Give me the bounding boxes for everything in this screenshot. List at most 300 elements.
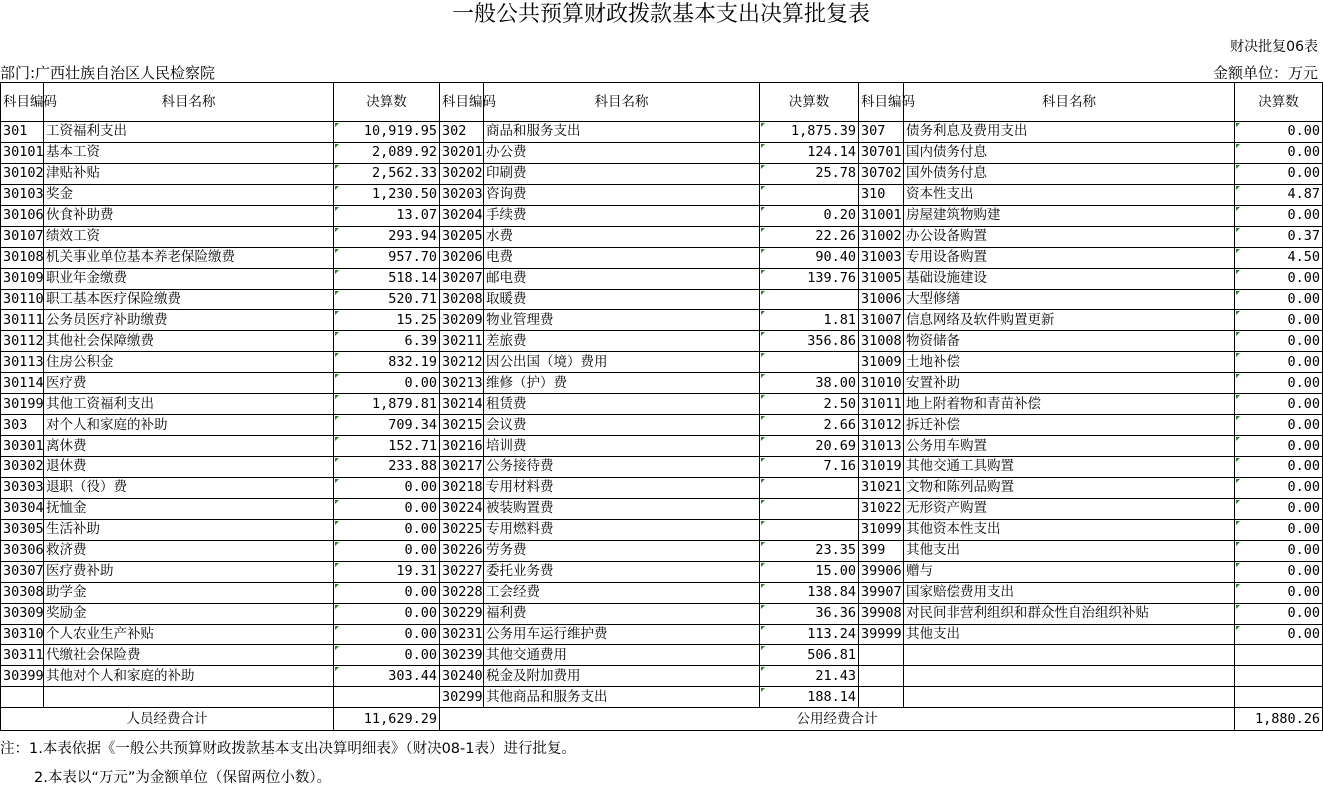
table-row (1, 436, 1323, 457)
table-row (1, 415, 1323, 436)
subject-name: 住房公积金 (44, 352, 334, 373)
subject-code: 30212 (440, 352, 484, 373)
subject-name: 委托业务费 (484, 561, 760, 582)
amount-value: 36.36 (760, 603, 859, 624)
table-row (1, 666, 1323, 687)
amount-value (1235, 666, 1323, 687)
table-row (1, 603, 1323, 624)
amount-value: 356.86 (760, 331, 859, 352)
subject-code: 39999 (859, 624, 904, 645)
subject-code: 30114 (1, 373, 44, 394)
subject-name: 基础设施建设 (904, 268, 1235, 289)
subject-code: 30701 (859, 142, 904, 163)
subject-code: 30303 (1, 477, 44, 498)
amount-value: 21.43 (760, 666, 859, 687)
table-row (1, 394, 1323, 415)
subject-code: 30229 (440, 603, 484, 624)
amount-value: 0.00 (1235, 163, 1323, 184)
table-row (1, 331, 1323, 352)
subject-code: 30231 (440, 624, 484, 645)
amount-value (760, 519, 859, 540)
subject-code: 30309 (1, 603, 44, 624)
subject-code (859, 645, 904, 666)
subject-name: 助学金 (44, 582, 334, 603)
amount-value: 0.00 (1235, 142, 1323, 163)
subject-name: 差旅费 (484, 331, 760, 352)
amount-value: 0.00 (334, 540, 440, 561)
subject-code: 301 (1, 122, 44, 143)
header-amount: 决算数 (334, 83, 440, 122)
amount-value: 0.00 (1235, 268, 1323, 289)
amount-value: 138.84 (760, 582, 859, 603)
subject-name: 办公费 (484, 142, 760, 163)
amount-value: 520.71 (334, 289, 440, 310)
amount-value: 2,562.33 (334, 163, 440, 184)
subject-name: 物资储备 (904, 331, 1235, 352)
subject-code (1, 687, 44, 708)
header-code: 科目编码 (440, 83, 484, 122)
subject-code: 31008 (859, 331, 904, 352)
subject-code: 30305 (1, 519, 44, 540)
table-row (1, 289, 1323, 310)
note-1: 注：1.本表依据《一般公共预算财政拨款基本支出决算明细表》（财决08-1表）进行批复。 (0, 741, 576, 757)
subject-name: 办公设备购置 (904, 226, 1235, 247)
amount-value: 1.81 (760, 310, 859, 331)
subject-code: 30308 (1, 582, 44, 603)
table-row (1, 519, 1323, 540)
subject-name: 商品和服务支出 (484, 122, 760, 143)
header-name: 科目名称 (484, 83, 760, 122)
amount-value: 0.00 (1235, 561, 1323, 582)
public-total-label: 公用经费合计 (440, 708, 1235, 731)
amount-value: 0.00 (1235, 540, 1323, 561)
amount-value: 22.26 (760, 226, 859, 247)
subject-name: 抚恤金 (44, 498, 334, 519)
subject-name: 职工基本医疗保险缴费 (44, 289, 334, 310)
amount-value: 4.50 (1235, 247, 1323, 268)
subject-name: 其他资本性支出 (904, 519, 1235, 540)
subject-code: 31011 (859, 394, 904, 415)
amount-value: 0.00 (1235, 477, 1323, 498)
subject-name: 债务利息及费用支出 (904, 122, 1235, 143)
subject-code: 30204 (440, 205, 484, 226)
table-row (1, 184, 1323, 205)
subject-code: 31021 (859, 477, 904, 498)
amount-value: 0.00 (1235, 331, 1323, 352)
subject-code: 31005 (859, 268, 904, 289)
subject-name: 租赁费 (484, 394, 760, 415)
amount-value: 233.88 (334, 457, 440, 478)
amount-value: 10,919.95 (334, 122, 440, 143)
subject-code: 31006 (859, 289, 904, 310)
amount-value: 0.00 (334, 498, 440, 519)
subject-code: 30208 (440, 289, 484, 310)
subject-code: 30240 (440, 666, 484, 687)
table-row (1, 205, 1323, 226)
subject-name: 公务接待费 (484, 457, 760, 478)
subject-name: 退休费 (44, 457, 334, 478)
table-code: 财决批复06表 (1230, 39, 1318, 55)
amount-value: 0.00 (1235, 352, 1323, 373)
personnel-total-value: 11,629.29 (334, 708, 440, 731)
amount-value: 2.66 (760, 415, 859, 436)
subject-code: 30112 (1, 331, 44, 352)
subject-name: 其他工资福利支出 (44, 394, 334, 415)
subject-name: 其他交通费用 (484, 645, 760, 666)
amount-value (1235, 645, 1323, 666)
amount-value (760, 184, 859, 205)
subject-name: 个人农业生产补贴 (44, 624, 334, 645)
subject-name: 专用设备购置 (904, 247, 1235, 268)
subject-code: 39908 (859, 603, 904, 624)
subject-code: 30224 (440, 498, 484, 519)
amount-value: 1,875.39 (760, 122, 859, 143)
subject-code: 30299 (440, 687, 484, 708)
amount-value: 19.31 (334, 561, 440, 582)
subject-name: 物业管理费 (484, 310, 760, 331)
subject-code: 31013 (859, 436, 904, 457)
amount-value: 0.00 (1235, 624, 1323, 645)
subject-name: 咨询费 (484, 184, 760, 205)
subject-name: 医疗费补助 (44, 561, 334, 582)
amount-value: 303.44 (334, 666, 440, 687)
totals-row (1, 708, 1323, 731)
amount-value: 832.19 (334, 352, 440, 373)
subject-name (44, 687, 334, 708)
table-row (1, 142, 1323, 163)
amount-value: 90.40 (760, 247, 859, 268)
amount-value: 188.14 (760, 687, 859, 708)
subject-code: 31001 (859, 205, 904, 226)
amount-value: 957.70 (334, 247, 440, 268)
subject-name: 公务用车运行维护费 (484, 624, 760, 645)
amount-value: 20.69 (760, 436, 859, 457)
subject-code: 30106 (1, 205, 44, 226)
table-row (1, 540, 1323, 561)
amount-value: 293.94 (334, 226, 440, 247)
amount-value: 518.14 (334, 268, 440, 289)
table-row (1, 310, 1323, 331)
subject-name: 税金及附加费用 (484, 666, 760, 687)
subject-name: 地上附着物和青苗补偿 (904, 394, 1235, 415)
amount-value (334, 687, 440, 708)
amount-value: 0.00 (1235, 310, 1323, 331)
subject-code: 39907 (859, 582, 904, 603)
amount-value: 38.00 (760, 373, 859, 394)
personnel-total-label: 人员经费合计 (1, 708, 334, 731)
header-code: 科目编码 (1, 83, 44, 122)
amount-value: 0.37 (1235, 226, 1323, 247)
subject-name: 手续费 (484, 205, 760, 226)
subject-name: 安置补助 (904, 373, 1235, 394)
amount-value: 7.16 (760, 457, 859, 478)
amount-value (760, 477, 859, 498)
department-label: 部门:广西壮族自治区人民检察院 (0, 64, 216, 82)
subject-name: 文物和陈列品购置 (904, 477, 1235, 498)
table-row (1, 122, 1323, 143)
header-name: 科目名称 (904, 83, 1235, 122)
subject-code: 31002 (859, 226, 904, 247)
subject-name: 退职（役）费 (44, 477, 334, 498)
subject-code: 302 (440, 122, 484, 143)
amount-value: 0.00 (1235, 498, 1323, 519)
header-code: 科目编码 (859, 83, 904, 122)
amount-value: 0.00 (1235, 519, 1323, 540)
amount-value: 2.50 (760, 394, 859, 415)
subject-name: 离休费 (44, 436, 334, 457)
subject-code: 30239 (440, 645, 484, 666)
subject-code (859, 666, 904, 687)
amount-value: 0.00 (1235, 582, 1323, 603)
subject-name: 奖金 (44, 184, 334, 205)
subject-name: 医疗费 (44, 373, 334, 394)
subject-code: 31003 (859, 247, 904, 268)
subject-code: 30226 (440, 540, 484, 561)
table-row (1, 498, 1323, 519)
subject-name: 工资福利支出 (44, 122, 334, 143)
amount-value: 709.34 (334, 415, 440, 436)
subject-code: 30107 (1, 226, 44, 247)
amount-value: 23.35 (760, 540, 859, 561)
subject-code: 30214 (440, 394, 484, 415)
subject-name: 无形资产购置 (904, 498, 1235, 519)
subject-code: 30205 (440, 226, 484, 247)
amount-value (1235, 687, 1323, 708)
subject-name: 国外债务付息 (904, 163, 1235, 184)
subject-code: 31019 (859, 457, 904, 478)
subject-code: 30215 (440, 415, 484, 436)
table-row (1, 352, 1323, 373)
amount-value: 506.81 (760, 645, 859, 666)
subject-name: 代缴社会保险费 (44, 645, 334, 666)
subject-code: 30102 (1, 163, 44, 184)
subject-code: 307 (859, 122, 904, 143)
table-row (1, 268, 1323, 289)
subject-code: 303 (1, 415, 44, 436)
subject-code: 39906 (859, 561, 904, 582)
subject-code: 31009 (859, 352, 904, 373)
amount-value: 0.00 (334, 373, 440, 394)
amount-value: 0.00 (1235, 122, 1323, 143)
subject-name: 其他支出 (904, 540, 1235, 561)
amount-value: 0.20 (760, 205, 859, 226)
subject-code: 30109 (1, 268, 44, 289)
subject-name: 劳务费 (484, 540, 760, 561)
subject-code: 30110 (1, 289, 44, 310)
unit-label: 金额单位：万元 (1212, 64, 1318, 82)
subject-code: 30702 (859, 163, 904, 184)
subject-name: 其他对个人和家庭的补助 (44, 666, 334, 687)
subject-code: 30302 (1, 457, 44, 478)
amount-value: 6.39 (334, 331, 440, 352)
amount-value: 0.00 (334, 624, 440, 645)
table-row (1, 687, 1323, 708)
subject-name: 赠与 (904, 561, 1235, 582)
subject-code: 30399 (1, 666, 44, 687)
subject-name (904, 666, 1235, 687)
subject-name: 取暖费 (484, 289, 760, 310)
amount-value: 0.00 (334, 645, 440, 666)
amount-value: 0.00 (334, 603, 440, 624)
subject-name: 培训费 (484, 436, 760, 457)
subject-code: 30211 (440, 331, 484, 352)
subject-name: 公务用车购置 (904, 436, 1235, 457)
subject-name: 其他交通工具购置 (904, 457, 1235, 478)
amount-value: 124.14 (760, 142, 859, 163)
table-row (1, 373, 1323, 394)
subject-name: 国家赔偿费用支出 (904, 582, 1235, 603)
subject-name: 绩效工资 (44, 226, 334, 247)
subject-name: 伙食补助费 (44, 205, 334, 226)
subject-name: 福利费 (484, 603, 760, 624)
subject-code: 30310 (1, 624, 44, 645)
subject-code: 31012 (859, 415, 904, 436)
amount-value: 0.00 (334, 477, 440, 498)
subject-code: 30311 (1, 645, 44, 666)
amount-value: 0.00 (1235, 457, 1323, 478)
subject-code: 30225 (440, 519, 484, 540)
amount-value: 0.00 (1235, 415, 1323, 436)
subject-code: 30307 (1, 561, 44, 582)
subject-code: 30206 (440, 247, 484, 268)
subject-name: 大型修缮 (904, 289, 1235, 310)
subject-name: 资本性支出 (904, 184, 1235, 205)
subject-name: 土地补偿 (904, 352, 1235, 373)
subject-code: 30199 (1, 394, 44, 415)
subject-name: 邮电费 (484, 268, 760, 289)
header-amount: 决算数 (1235, 83, 1323, 122)
subject-code: 31010 (859, 373, 904, 394)
subject-name (904, 645, 1235, 666)
subject-code: 31007 (859, 310, 904, 331)
expenditure-table (0, 82, 1323, 731)
subject-code: 31099 (859, 519, 904, 540)
header-name: 科目名称 (44, 83, 334, 122)
subject-code: 30218 (440, 477, 484, 498)
subject-name: 其他支出 (904, 624, 1235, 645)
subject-code: 30207 (440, 268, 484, 289)
subject-name: 救济费 (44, 540, 334, 561)
subject-name: 信息网络及软件购置更新 (904, 310, 1235, 331)
subject-name: 其他社会保障缴费 (44, 331, 334, 352)
amount-value (760, 352, 859, 373)
public-total-value: 1,880.26 (1235, 708, 1323, 731)
subject-name: 房屋建筑物购建 (904, 205, 1235, 226)
subject-name: 印刷费 (484, 163, 760, 184)
table-row (1, 645, 1323, 666)
subject-name: 对民间非营利组织和群众性自治组织补贴 (904, 603, 1235, 624)
subject-name: 生活补助 (44, 519, 334, 540)
table-row (1, 624, 1323, 645)
subject-code: 30209 (440, 310, 484, 331)
amount-value: 15.00 (760, 561, 859, 582)
amount-value: 1,230.50 (334, 184, 440, 205)
subject-code: 30203 (440, 184, 484, 205)
amount-value: 0.00 (1235, 289, 1323, 310)
subject-code: 30216 (440, 436, 484, 457)
subject-name: 因公出国（境）费用 (484, 352, 760, 373)
subject-code: 30101 (1, 142, 44, 163)
subject-name: 国内债务付息 (904, 142, 1235, 163)
subject-name: 基本工资 (44, 142, 334, 163)
amount-value (760, 289, 859, 310)
subject-name: 奖励金 (44, 603, 334, 624)
table-row (1, 163, 1323, 184)
subject-code: 30108 (1, 247, 44, 268)
subject-code: 30103 (1, 184, 44, 205)
amount-value: 139.76 (760, 268, 859, 289)
table-row (1, 477, 1323, 498)
table-row (1, 457, 1323, 478)
subject-name: 津贴补贴 (44, 163, 334, 184)
header-amount: 决算数 (760, 83, 859, 122)
subject-name: 被装购置费 (484, 498, 760, 519)
subject-code: 30201 (440, 142, 484, 163)
subject-code: 30202 (440, 163, 484, 184)
subject-code: 30113 (1, 352, 44, 373)
amount-value: 1,879.81 (334, 394, 440, 415)
amount-value: 0.00 (1235, 373, 1323, 394)
table-row (1, 561, 1323, 582)
amount-value: 113.24 (760, 624, 859, 645)
subject-name: 会议费 (484, 415, 760, 436)
amount-value: 0.00 (1235, 603, 1323, 624)
subject-name: 工会经费 (484, 582, 760, 603)
subject-name: 专用燃料费 (484, 519, 760, 540)
subject-name: 对个人和家庭的补助 (44, 415, 334, 436)
subject-code: 30228 (440, 582, 484, 603)
subject-name: 电费 (484, 247, 760, 268)
subject-code: 31022 (859, 498, 904, 519)
amount-value: 2,089.92 (334, 142, 440, 163)
subject-code: 30213 (440, 373, 484, 394)
amount-value: 0.00 (1235, 436, 1323, 457)
amount-value: 0.00 (1235, 394, 1323, 415)
table-row (1, 247, 1323, 268)
amount-value: 13.07 (334, 205, 440, 226)
subject-code: 310 (859, 184, 904, 205)
subject-name (904, 687, 1235, 708)
note-2: 2.本表以“万元”为金额单位（保留两位小数）。 (34, 770, 332, 786)
subject-name: 职业年金缴费 (44, 268, 334, 289)
amount-value: 152.71 (334, 436, 440, 457)
page-title: 一般公共预算财政拨款基本支出决算批复表 (451, 2, 870, 27)
subject-code: 30306 (1, 540, 44, 561)
subject-name: 公务员医疗补助缴费 (44, 310, 334, 331)
subject-code: 30217 (440, 457, 484, 478)
subject-name: 专用材料费 (484, 477, 760, 498)
subject-name: 水费 (484, 226, 760, 247)
subject-code: 30301 (1, 436, 44, 457)
table-row (1, 226, 1323, 247)
subject-code: 399 (859, 540, 904, 561)
amount-value: 0.00 (334, 582, 440, 603)
amount-value: 25.78 (760, 163, 859, 184)
subject-name: 其他商品和服务支出 (484, 687, 760, 708)
subject-code: 30227 (440, 561, 484, 582)
table-row (1, 582, 1323, 603)
subject-code: 30304 (1, 498, 44, 519)
subject-name: 维修（护）费 (484, 373, 760, 394)
subject-code (859, 687, 904, 708)
amount-value (760, 498, 859, 519)
header-row (1, 83, 1323, 122)
amount-value: 0.00 (334, 519, 440, 540)
amount-value: 0.00 (1235, 205, 1323, 226)
subject-name: 机关事业单位基本养老保险缴费 (44, 247, 334, 268)
subject-name: 拆迁补偿 (904, 415, 1235, 436)
subject-code: 30111 (1, 310, 44, 331)
